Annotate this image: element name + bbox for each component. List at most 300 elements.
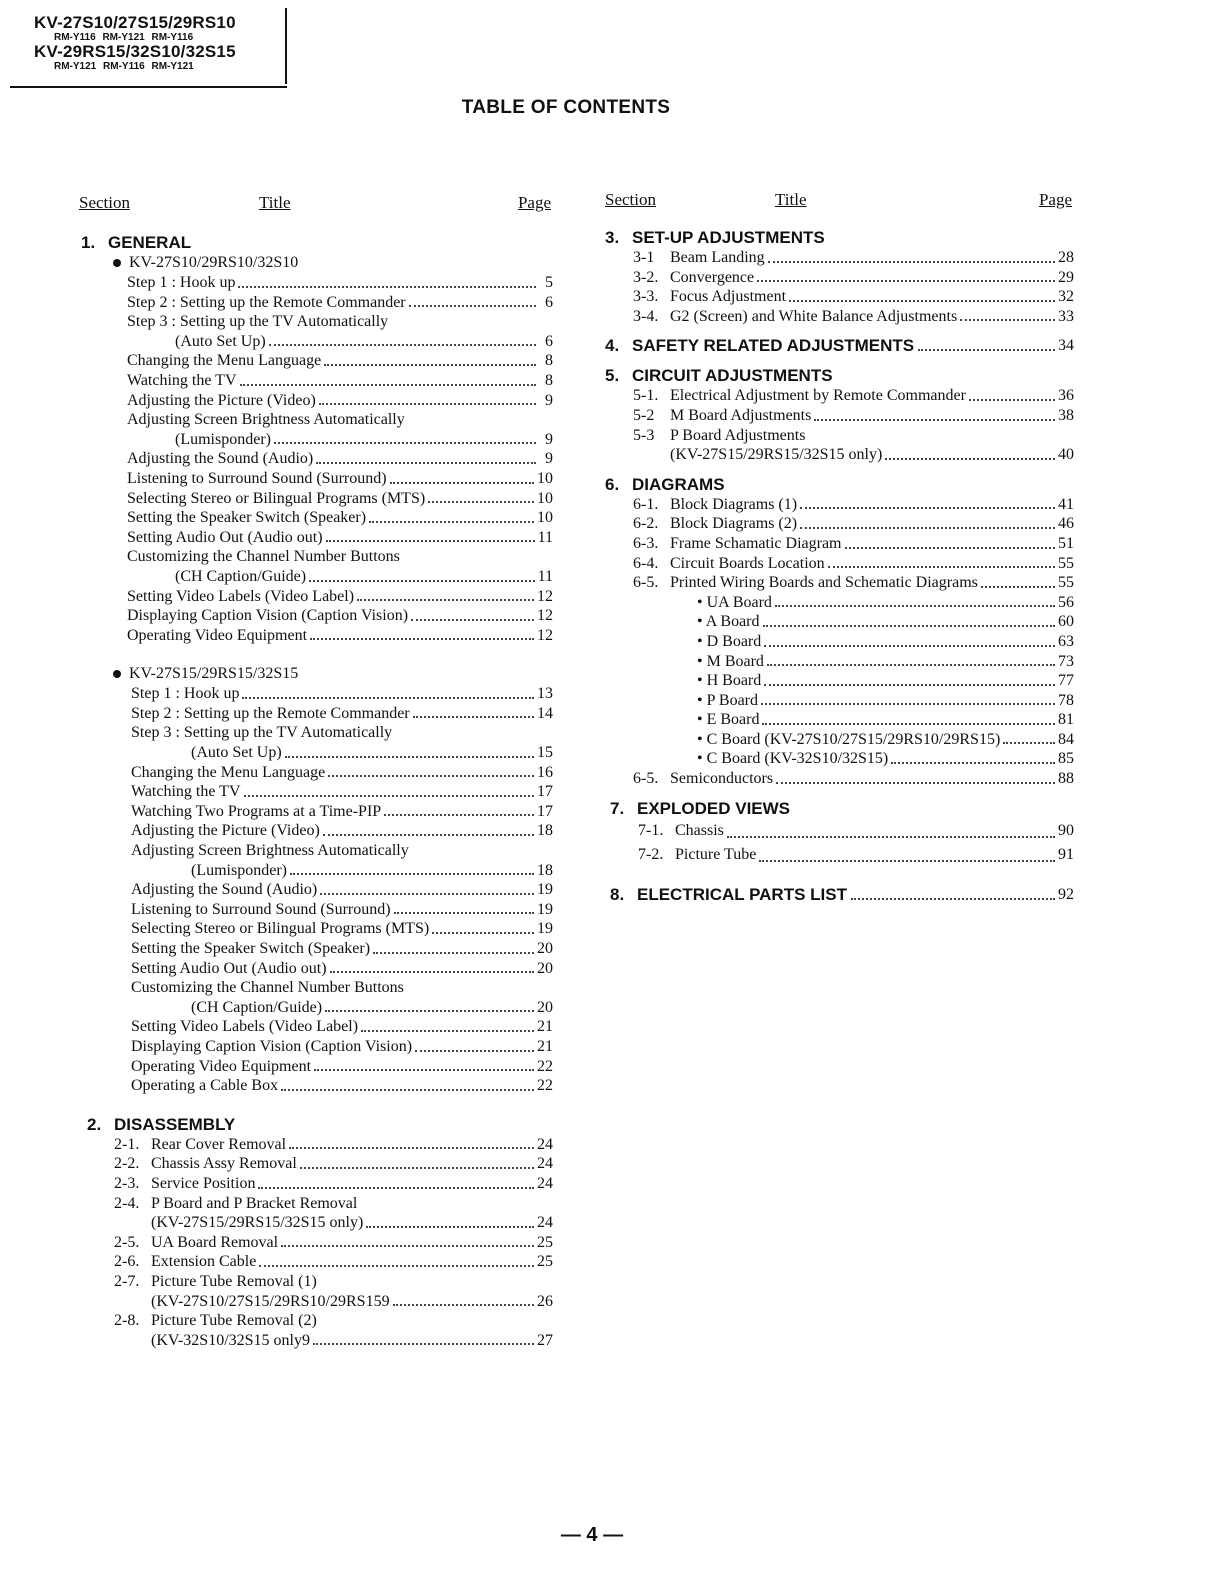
dot-leader — [289, 1147, 534, 1149]
entry-list — [79, 1135, 553, 1351]
toc-entry[interactable] — [605, 769, 1074, 789]
dot-leader — [281, 1089, 534, 1091]
page-number: 16 — [537, 763, 553, 781]
toc-entry[interactable] — [113, 587, 553, 607]
entry-title: Chassis — [675, 821, 724, 839]
entry-number: 3-1 — [633, 249, 655, 266]
page-number: 17 — [537, 802, 553, 820]
dot-leader — [300, 1167, 534, 1169]
entry-title: • A Board — [697, 613, 760, 631]
section-heading — [605, 228, 1074, 248]
entry-title: Focus Adjustment — [670, 288, 787, 306]
toc-entry[interactable] — [113, 293, 553, 313]
page-number: 55 — [1058, 574, 1074, 592]
model-line-1: KV-27S10/27S15/29RS10 — [34, 13, 236, 32]
page-number: 26 — [537, 1292, 553, 1310]
page-number: 91 — [1058, 845, 1074, 863]
toc-entry[interactable] — [605, 730, 1074, 750]
bullet-icon — [113, 259, 121, 267]
page-number: 34 — [1058, 337, 1074, 355]
dot-leader — [727, 836, 1055, 838]
toc-entry[interactable] — [113, 449, 553, 469]
model-group-heading — [113, 253, 553, 273]
entry-title: Adjusting the Picture (Video) — [131, 822, 320, 840]
entry-number: 2-3. — [114, 1174, 140, 1192]
dot-leader — [325, 1010, 534, 1012]
page-number: 5 — [545, 274, 553, 291]
entry-title: (Lumisponder) — [175, 430, 271, 448]
entry-number: 2-4. — [114, 1194, 140, 1212]
dot-leader — [244, 795, 535, 797]
entry-title: Operating Video Equipment — [127, 626, 308, 644]
remote-line-1: RM-Y116 RM-Y121 RM-Y116 — [54, 32, 194, 43]
toc-entry[interactable] — [113, 626, 553, 646]
dot-leader — [313, 1343, 534, 1345]
dot-leader — [330, 971, 534, 973]
page-number: 60 — [1058, 613, 1074, 631]
entry-title: Rear Cover Removal — [151, 1135, 287, 1153]
page-number: 33 — [1058, 307, 1074, 325]
dot-leader — [319, 403, 536, 405]
toc-entry[interactable] — [113, 861, 553, 881]
page-number: 73 — [1058, 652, 1074, 670]
dot-leader — [390, 482, 534, 484]
toc-entry[interactable] — [79, 1135, 553, 1155]
page-number: 41 — [1058, 495, 1074, 513]
dot-leader — [310, 638, 534, 640]
entry-title: Service Position — [151, 1174, 256, 1192]
model-group-name: KV-27S10/29RS10/32S10 — [129, 254, 299, 271]
toc-entry[interactable] — [113, 410, 553, 430]
dot-leader — [411, 619, 534, 621]
section-title: ELECTRICAL PARTS LIST — [637, 884, 847, 904]
entry-title: Watching Two Programs at a Time-PIP — [131, 802, 382, 820]
dot-leader — [428, 501, 534, 503]
toc-entry[interactable] — [605, 287, 1074, 307]
entry-title: • C Board (KV-32S10/32S15) — [697, 750, 889, 768]
entry-title: Step 1 : Hook up — [127, 274, 236, 291]
toc-entry[interactable] — [113, 841, 553, 861]
toc-entry[interactable] — [605, 843, 1074, 867]
entry-number: 6-1. — [633, 495, 659, 513]
page-number: 19 — [537, 900, 553, 918]
section-heading — [605, 799, 1074, 819]
toc-entry[interactable] — [113, 528, 553, 548]
section-title: DIAGRAMS — [632, 474, 725, 494]
toc-entry[interactable] — [113, 782, 553, 802]
toc-entry[interactable] — [113, 547, 553, 567]
toc-entry[interactable] — [113, 332, 553, 352]
entry-number: 3-2. — [633, 268, 659, 286]
entry-number: 3-4. — [633, 307, 659, 325]
section-number: 7. — [610, 798, 625, 818]
page-number: 25 — [537, 1253, 553, 1271]
page-number: 32 — [1058, 288, 1074, 306]
page-number: 40 — [1058, 446, 1074, 464]
toc-entry[interactable] — [113, 880, 553, 900]
dot-leader — [409, 305, 536, 307]
dot-leader — [238, 286, 536, 288]
toc-entry[interactable] — [113, 743, 553, 763]
model-group — [79, 253, 553, 645]
page-number: 15 — [537, 744, 553, 762]
toc-entry[interactable] — [113, 802, 553, 822]
toc-entry[interactable] — [79, 1233, 553, 1253]
entry-list — [113, 273, 553, 645]
page-number: 25 — [537, 1233, 553, 1251]
spacer — [605, 789, 1074, 799]
remote-line-2: RM-Y121 RM-Y116 RM-Y121 — [54, 61, 194, 72]
toc-entry[interactable] — [113, 1017, 553, 1037]
page-number: 88 — [1058, 770, 1074, 788]
entry-title: Setting Video Labels (Video Label) — [131, 1018, 359, 1036]
spacer — [79, 645, 553, 664]
page-number: 18 — [537, 861, 553, 879]
toc-entry[interactable] — [113, 567, 553, 587]
toc-entry[interactable] — [605, 386, 1074, 406]
dot-leader — [768, 261, 1055, 263]
entry-number: 6-3. — [633, 534, 659, 552]
toc-entry[interactable] — [113, 371, 553, 391]
spacer — [79, 1096, 553, 1115]
section-column-label: Section — [605, 190, 656, 209]
toc-entry[interactable] — [79, 1154, 553, 1174]
page-number: 8 — [545, 352, 553, 370]
entry-title: Semiconductors — [670, 770, 774, 788]
toc-entry[interactable] — [605, 593, 1074, 613]
entry-title: • P Board — [697, 691, 759, 709]
toc-entry[interactable] — [113, 508, 553, 528]
toc-entry[interactable] — [605, 652, 1074, 672]
entry-title: • M Board — [697, 652, 764, 670]
entry-title: Circuit Boards Location — [670, 554, 825, 572]
toc-entry[interactable] — [605, 495, 1074, 515]
entry-title: Step 1 : Hook up — [131, 685, 240, 703]
page-number: 21 — [537, 1018, 553, 1036]
entry-number: 2-6. — [114, 1253, 140, 1271]
page-number: 10 — [537, 489, 553, 507]
entry-number: 2-7. — [114, 1272, 140, 1290]
entry-title: Adjusting the Sound (Audio) — [131, 881, 318, 899]
page-number: 55 — [1058, 554, 1074, 572]
toc-entry[interactable] — [113, 939, 553, 959]
page-number: 21 — [537, 1037, 553, 1055]
entry-title: Displaying Caption Vision (Caption Vision) — [127, 607, 409, 625]
dot-leader — [258, 1187, 534, 1189]
page-number: 14 — [537, 704, 553, 722]
section-heading — [605, 366, 1074, 386]
page-number: 92 — [1058, 885, 1074, 903]
toc-entry[interactable] — [113, 312, 553, 332]
dot-leader — [242, 697, 534, 699]
page-number: 6 — [545, 293, 553, 311]
dot-leader — [394, 912, 534, 914]
toc-entry[interactable] — [605, 612, 1074, 632]
toc-entry[interactable] — [113, 919, 553, 939]
column-header — [605, 190, 1074, 212]
entry-title: Step 3 : Setting up the TV Automatically — [131, 724, 393, 742]
page-number: 10 — [537, 509, 553, 527]
entry-number: 2-1. — [114, 1135, 140, 1153]
entry-title: (CH Caption/Guide) — [191, 998, 323, 1016]
section-heading — [79, 1115, 553, 1135]
page-number: 46 — [1058, 515, 1074, 533]
dot-leader — [324, 364, 536, 366]
section-title: SAFETY RELATED ADJUSTMENTS — [632, 336, 915, 356]
entry-title: Listening to Surround Sound (Surround) — [127, 469, 387, 487]
page-number: 9 — [545, 391, 553, 409]
toc-entry[interactable] — [605, 445, 1074, 465]
entry-title: Adjusting Screen Brightness Automatically — [131, 842, 409, 860]
entry-title: • H Board — [697, 672, 762, 690]
page-number: 36 — [1058, 387, 1074, 405]
page-number: 78 — [1058, 691, 1074, 709]
spacer — [605, 326, 1074, 336]
toc-entry[interactable] — [79, 1174, 553, 1194]
page-number: 6 — [545, 332, 553, 350]
dot-leader — [281, 1245, 534, 1247]
page-number: 81 — [1058, 711, 1074, 729]
page-number: 10 — [537, 469, 553, 487]
dot-leader — [393, 1304, 534, 1306]
section-number: 4. — [605, 336, 620, 356]
toc-entry[interactable] — [113, 978, 553, 998]
section-number: 3. — [605, 228, 620, 247]
page-number: 24 — [537, 1174, 553, 1192]
toc-entry[interactable] — [113, 430, 553, 450]
model-group-heading — [113, 664, 553, 684]
model-line-2: KV-29RS15/32S10/32S15 — [34, 42, 236, 61]
toc-entry[interactable] — [113, 959, 553, 979]
toc-entry[interactable] — [113, 900, 553, 920]
page-number: 17 — [537, 783, 553, 801]
dot-leader — [761, 703, 1055, 705]
section-number: 1. — [81, 233, 96, 252]
entry-title: Adjusting the Sound (Audio) — [127, 450, 314, 468]
dot-leader — [789, 300, 1055, 302]
page-number: 28 — [1058, 249, 1074, 266]
header-divider-horizontal — [10, 86, 287, 88]
section-number: 2. — [87, 1114, 102, 1134]
section-heading — [79, 233, 553, 253]
toc-entry[interactable] — [79, 1292, 553, 1312]
toc-entry[interactable] — [79, 1252, 553, 1272]
dot-leader — [309, 580, 535, 582]
entry-number: 6-5. — [633, 574, 659, 592]
toc-entry[interactable] — [605, 710, 1074, 730]
page-number: 90 — [1058, 821, 1074, 839]
toc-entry[interactable] — [605, 819, 1074, 843]
entry-number: 6-5. — [633, 770, 659, 788]
section-heading — [605, 336, 1074, 356]
dot-leader — [775, 605, 1055, 607]
page-number: 12 — [537, 607, 553, 625]
toc-entry[interactable] — [113, 1037, 553, 1057]
dot-leader — [326, 540, 535, 542]
dot-leader — [366, 1226, 534, 1228]
entry-title: Customizing the Channel Number Buttons — [127, 548, 400, 566]
entry-title: (KV-27S10/27S15/29RS10/29RS159 — [151, 1292, 390, 1310]
entry-number: 2-8. — [114, 1312, 140, 1330]
title-column-label: Title — [259, 193, 291, 212]
toc-entry[interactable] — [113, 606, 553, 626]
page-number: 13 — [537, 685, 553, 703]
entry-title: (CH Caption/Guide) — [175, 567, 307, 585]
toc-entry[interactable] — [605, 534, 1074, 554]
page-number: 19 — [537, 881, 553, 899]
toc-entry[interactable] — [113, 469, 553, 489]
entry-title: (Lumisponder) — [191, 861, 287, 879]
entry-title: Printed Wiring Boards and Schematic Diagrams — [670, 574, 978, 592]
dot-leader — [373, 952, 534, 954]
dot-leader — [384, 814, 534, 816]
page-number: 63 — [1058, 632, 1074, 650]
toc-entry[interactable] — [79, 1213, 553, 1233]
entry-title: Step 2 : Setting up the Remote Commander — [127, 293, 406, 311]
model-group — [79, 664, 553, 1095]
dot-leader — [851, 885, 1055, 900]
toc-entry[interactable] — [605, 554, 1074, 574]
entry-number: 2-2. — [114, 1155, 140, 1173]
entry-title: Extension Cable — [151, 1253, 257, 1271]
dot-leader — [269, 344, 536, 346]
toc-entry[interactable] — [113, 684, 553, 704]
page-number: 20 — [537, 998, 553, 1016]
page-number: 12 — [537, 587, 553, 605]
entry-title: • UA Board — [697, 593, 772, 611]
dot-leader — [918, 336, 1055, 351]
entry-title: Setting the Speaker Switch (Speaker) — [131, 940, 371, 957]
title-column-label: Title — [775, 190, 807, 209]
entry-title: M Board Adjustments — [670, 406, 812, 424]
toc-entry[interactable] — [605, 268, 1074, 288]
dot-leader — [776, 782, 1055, 784]
toc-entry[interactable] — [113, 763, 553, 783]
page-number: 8 — [545, 371, 553, 389]
entry-title: G2 (Screen) and White Balance Adjustments — [670, 307, 958, 325]
entry-title: Operating a Cable Box — [131, 1077, 279, 1095]
entry-list — [605, 819, 1074, 867]
toc-entry[interactable] — [113, 998, 553, 1018]
dot-leader — [369, 521, 534, 523]
entry-title: (KV-27S15/29RS15/32S15 only) — [670, 446, 883, 464]
entry-number: 5-3 — [633, 426, 655, 444]
dot-leader — [314, 1069, 534, 1071]
page-number: 20 — [537, 959, 553, 977]
page-number: 85 — [1058, 750, 1074, 768]
page-column-label: Page — [517, 193, 551, 212]
section-number: 6. — [605, 474, 620, 494]
entry-list — [113, 684, 553, 1095]
dot-leader — [845, 547, 1056, 549]
dot-leader — [415, 1050, 534, 1052]
section-heading — [605, 475, 1074, 495]
toc-entry[interactable] — [113, 391, 553, 411]
entry-title: UA Board Removal — [151, 1233, 279, 1251]
toc-entry[interactable] — [605, 749, 1074, 769]
toc-entry[interactable] — [605, 671, 1074, 691]
toc-entry[interactable] — [605, 514, 1074, 534]
dot-leader — [274, 442, 536, 444]
entry-title: (KV-27S15/29RS15/32S15 only) — [151, 1214, 364, 1232]
entry-title: Selecting Stereo or Bilingual Programs (MTS) — [131, 920, 430, 938]
toc-entry[interactable] — [79, 1311, 553, 1331]
toc-entry[interactable] — [113, 1076, 553, 1096]
page-number: 24 — [537, 1214, 553, 1232]
section-number: 8. — [610, 884, 625, 904]
section-title: CIRCUIT ADJUSTMENTS — [632, 366, 833, 386]
entry-number: 7-2. — [638, 845, 664, 863]
page-footer-number: — 4 — — [560, 1524, 624, 1546]
entry-number: 6-2. — [633, 515, 659, 533]
toc-entry[interactable] — [113, 351, 553, 371]
toc-entry[interactable] — [605, 248, 1074, 268]
page-number: 51 — [1058, 534, 1074, 552]
page-number: 18 — [537, 822, 553, 840]
page-number: 56 — [1058, 593, 1074, 611]
toc-entry[interactable] — [605, 307, 1074, 327]
dot-leader — [764, 645, 1055, 647]
entry-title: Step 3 : Setting up the TV Automatically — [127, 313, 389, 331]
toc-entry[interactable] — [605, 426, 1074, 446]
page-number: 84 — [1058, 730, 1074, 748]
entry-title: Electrical Adjustment by Remote Commander — [670, 387, 966, 405]
toc-right-column — [605, 190, 1074, 905]
entry-title: • C Board (KV-27S10/27S15/29RS10/29RS15) — [697, 730, 1001, 748]
entry-title: Watching the TV — [131, 783, 241, 801]
toc-entry[interactable] — [113, 821, 553, 841]
toc-entry[interactable] — [79, 1331, 553, 1351]
toc-entry[interactable] — [605, 406, 1074, 426]
entry-title: Chassis Assy Removal — [151, 1155, 297, 1173]
page-number: 19 — [537, 920, 553, 938]
page-number: 24 — [537, 1135, 553, 1153]
toc-entry[interactable] — [605, 573, 1074, 593]
entry-title: Convergence — [670, 268, 755, 286]
dot-leader — [764, 684, 1055, 686]
entry-title: P Board Adjustments — [670, 426, 806, 444]
toc-entry[interactable] — [113, 489, 553, 509]
dot-leader — [800, 507, 1055, 509]
entry-title: Step 2 : Setting up the Remote Commander — [131, 704, 410, 722]
entry-number: 5-2 — [633, 406, 655, 424]
toc-entry[interactable] — [113, 704, 553, 724]
dot-leader — [323, 834, 534, 836]
toc-entry[interactable] — [113, 273, 553, 293]
dot-leader — [800, 527, 1055, 529]
entry-list — [605, 495, 1074, 789]
page-number: 27 — [537, 1331, 553, 1349]
toc-entry[interactable] — [113, 723, 553, 743]
dot-leader — [290, 873, 534, 875]
entry-title: Frame Schamatic Diagram — [670, 534, 842, 552]
spacer — [605, 465, 1074, 475]
model-group-name: KV-27S15/29RS15/32S15 — [129, 665, 299, 683]
toc-entry[interactable] — [79, 1194, 553, 1214]
page-number: 9 — [545, 430, 553, 448]
page-number: 29 — [1058, 268, 1074, 286]
toc-entry[interactable] — [113, 1057, 553, 1077]
dot-leader — [885, 458, 1055, 460]
dot-leader — [413, 716, 534, 718]
dot-leader — [432, 932, 534, 934]
toc-entry[interactable] — [605, 632, 1074, 652]
toc-entry[interactable] — [605, 691, 1074, 711]
toc-entry[interactable] — [79, 1272, 553, 1292]
entry-title: Picture Tube Removal (1) — [151, 1272, 317, 1290]
entry-title: Adjusting the Picture (Video) — [127, 391, 316, 409]
entry-title: Block Diagrams (1) — [670, 495, 798, 513]
